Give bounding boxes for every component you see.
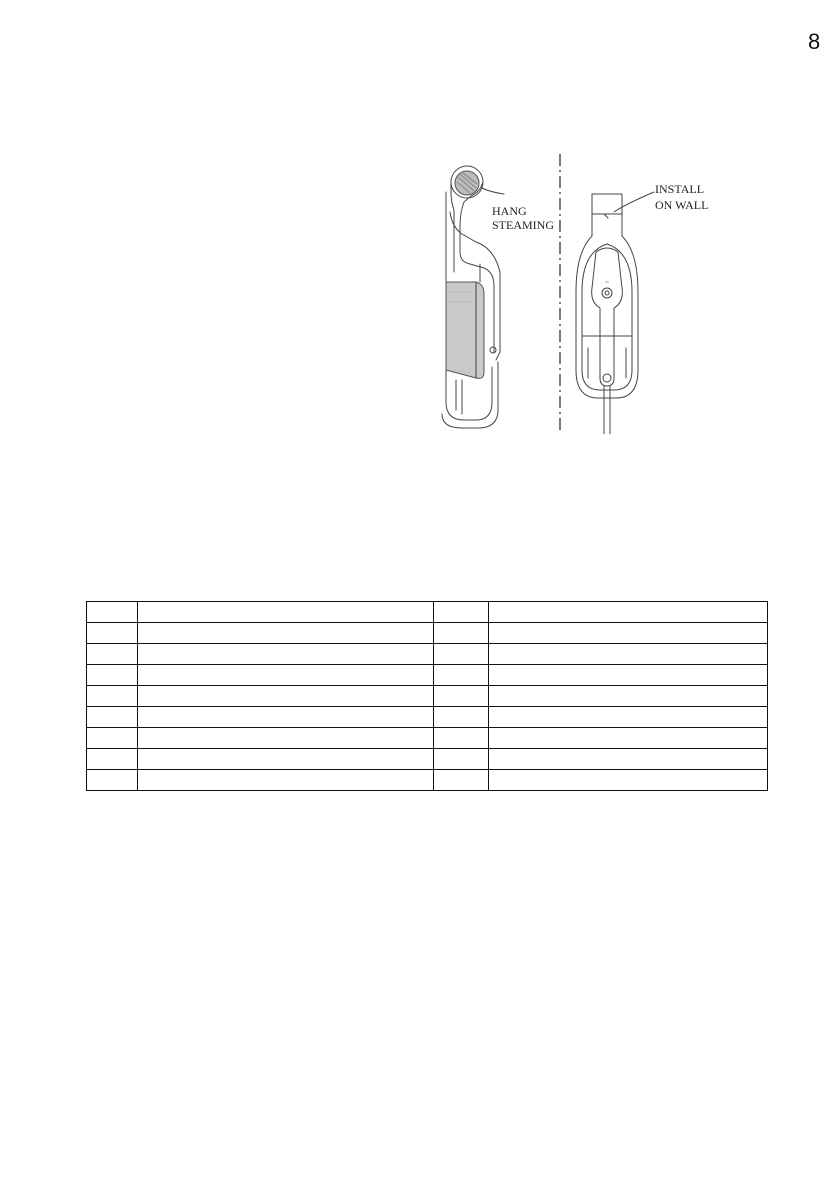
- table-cell: [434, 770, 489, 791]
- table-cell: [434, 665, 489, 686]
- table-cell: [138, 665, 434, 686]
- front-view-install-on-wall: [576, 194, 638, 434]
- table-row: [87, 728, 768, 749]
- table-cell: [489, 770, 768, 791]
- label-install: INSTALL: [655, 182, 705, 196]
- table-cell: [87, 707, 138, 728]
- table-cell: [489, 749, 768, 770]
- table-cell: [87, 665, 138, 686]
- table-cell: [138, 623, 434, 644]
- table-row: [87, 686, 768, 707]
- table-cell: [489, 728, 768, 749]
- table-cell: [489, 665, 768, 686]
- table-cell: [138, 770, 434, 791]
- table-cell: [489, 707, 768, 728]
- table-row: [87, 623, 768, 644]
- table-cell: [434, 686, 489, 707]
- table-cell: [489, 623, 768, 644]
- table-cell: [87, 749, 138, 770]
- page-number: 8: [808, 29, 821, 54]
- table-cell: [434, 749, 489, 770]
- table-row: [87, 749, 768, 770]
- table-cell: [87, 770, 138, 791]
- table-cell: [489, 686, 768, 707]
- table-cell: [434, 707, 489, 728]
- parts-table: [86, 601, 768, 791]
- table-cell: [87, 728, 138, 749]
- table-cell: [489, 644, 768, 665]
- table-row: [87, 602, 768, 623]
- table-cell: [434, 728, 489, 749]
- table-row: [87, 665, 768, 686]
- label-steaming: STEAMING: [492, 218, 554, 232]
- table-cell: [87, 644, 138, 665]
- table-cell: [138, 707, 434, 728]
- table-row: [87, 707, 768, 728]
- table-cell: [87, 686, 138, 707]
- steamer-hanging-illustration: [436, 152, 736, 434]
- table-cell: [434, 623, 489, 644]
- table-cell: [138, 602, 434, 623]
- table-cell: [489, 602, 768, 623]
- table-cell: [138, 644, 434, 665]
- table-cell: [138, 749, 434, 770]
- table-cell: [434, 602, 489, 623]
- table-cell: [138, 686, 434, 707]
- table-row: [87, 770, 768, 791]
- label-on-wall: ON WALL: [655, 198, 709, 212]
- table-cell: [87, 602, 138, 623]
- table-cell: [138, 728, 434, 749]
- table-cell: [434, 644, 489, 665]
- table-cell: [87, 623, 138, 644]
- table-row: [87, 644, 768, 665]
- label-hang: HANG: [492, 204, 527, 218]
